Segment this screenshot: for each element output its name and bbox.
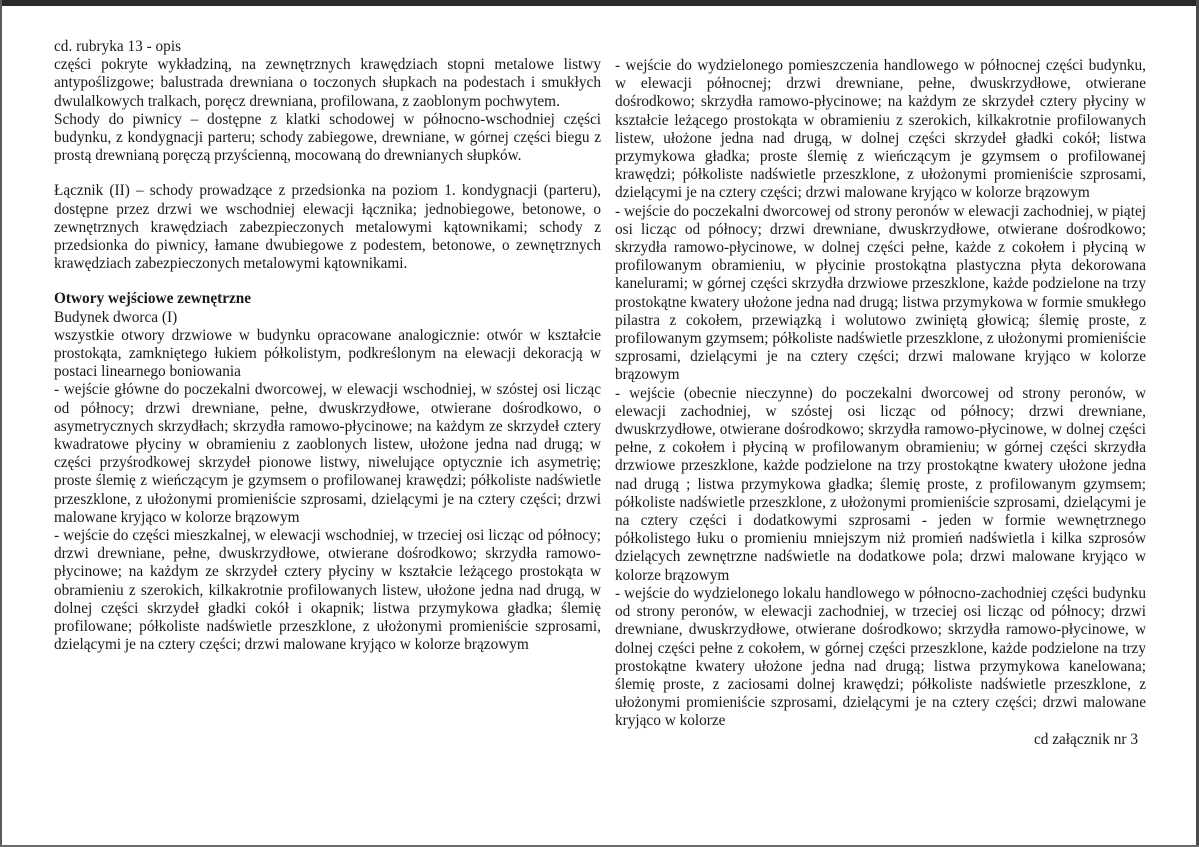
disused-entrance-paragraph: - wejście (obecnie nieczynne) do poczekalni dworcowej od strony peronów, w elewacji zachodniej, w szóstej osi licząc od północy; drzwi drewniane, dwuskrzydłowe, otwierane dośrodkowo; skrzydła ramowo-płycinowe, w dolnej części pełne, z cokołem i płyciną w profilowanym obramieniu; w górnej części skrzydła drzwiowe przeszklone, każde podzielone na trzy prostokątne kwatery ułożone jedna nad drugą ; listwa przymykowa gładka; ślemię proste, z profilowanym gzymsem; półkoliste nadświetle przeszklone, z ułożonymi promieniście szprosami, dzielącymi je na cztery części i dodatkowymi szprosami - jeden w formie wewnętrznego półkolistego łuku o promieniu mniejszym niż promień nadświetla i kilka szprosów dzielących zewnętrzne nadświetle na dodatkowe pola; drzwi malowane kryjąco w kolorze brązowym xyxy=(615,384,1146,584)
scan-border-left xyxy=(0,0,2,847)
residential-entrance-paragraph: - wejście do części mieszkalnej, w elewacji wschodniej, w trzeciej osi licząc od północy; drzwi drewniane, pełne, dwuskrzydłowe, otwierane dośrodkowo; skrzydła ramowo-płycinowe; na każdym ze skrzydeł cztery płyciny w kształcie leżącego prostokąta w obramieniu z szerokich, kilkakrotnie profilowanych listew, ułożone jedna nad drugą, w dolnej części skrzydeł gładki cokół i okapnik; listwa przymykowa gładka; ślemię profilowane; półkoliste nadświetle przeszklone, z ułożonymi promieniście szprosami, dzielącymi je na cztery części; drzwi malowane kryjąco w kolorze brązowym xyxy=(54,527,601,654)
paragraph-gap xyxy=(54,165,601,182)
waiting-room-platform-entrance-paragraph: - wejście do poczekalni dworcowej od strony peronów w elewacji zachodniej, w piątej osi licząc od północy; drzwi drewniane, dwuskrzydłowe, otwierane dośrodkowo; skrzydła ramowo-płycinowe, w dolnej części pełne, każde z cokołem i płyciną w profilowanym obramieniu, w płycinie prostokątna plastyczna płyta dekorowana kanelurami; w górnej części skrzydła drzwiowe przeszklone, każde podzielone na trzy prostokątne kwatery ułożone jedna nad drugą; listwa przymykowa w formie smukłego pilastra z cokołem, przewiązką i wolutowo zwiniętą głowicą; ślemię proste, z profilowanym gzymsem; półkoliste nadświetle przeszklone, z ułożonymi promieniście szprosami, dzielącymi je na cztery części; drzwi malowane kryjąco w kolorze brązowym xyxy=(615,202,1146,384)
retail-unit-entrance-paragraph: - wejście do wydzielonego lokalu handlowego w północno-zachodniej części budynku od strony peronów, w elewacji zachodniej, w trzeciej osi licząc od północy; drzwi drewniane, dwuskrzydłowe, otwierane dośrodkowo; skrzydła ramowo-płycinowe, w dolnej części pełne z cokołem, w górnej części przeszklone, każde podzielone na trzy prostokątne kwatery ułożone jedna nad drugą; listwa przymykowa kanelowana; ślemię proste, z zaciosami dolnej krawędzi; półkoliste nadświetle przeszklone, z ułożonymi promieniście szprosami, dzielącymi je na cztery części; drzwi malowane kryjąco w kolorze xyxy=(615,584,1146,730)
scan-border-top xyxy=(0,0,1199,6)
section-subheading: Budynek dworca (I) xyxy=(54,308,178,326)
basement-stairs-paragraph: Schody do piwnicy – dostępne z klatki schodowej w północno-wschodniej części budynku, z kondygnacji parteru; schody zabiegowe, drewniane, w górnej części biegu z prostą drewnianą poręczą przyścienną, mocowaną do drewnianych słupków. xyxy=(54,110,601,165)
paragraph-gap xyxy=(54,273,601,290)
continuation-note: cd załącznik nr 3 xyxy=(1033,730,1138,748)
section-continuation-header: cd. rubryka 13 - opis xyxy=(54,38,182,55)
section-heading: Otwory wejściowe zewnętrzne xyxy=(54,290,252,308)
retail-room-entrance-paragraph: - wejście do wydzielonego pomieszczenia handlowego w północnej części budynku, w elewacji północnej; drzwi drewniane, pełne, dwuskrzydłowe, otwierane dośrodkowo; skrzydła ramowo-płycinowe; na każdym ze skrzydeł cztery płyciny w kształcie leżącego prostokąta w obramieniu z szerokich, kilkakrotnie profilowanych listew, ułożone jedna nad drugą, w dolnej części skrzydeł gładki cokół; listwa przymykowa gładka; proste ślemię z wieńczącym je gzymsem o profilowanej krawędzi; półkoliste nadświetle przeszklone, z ułożonymi promieniście szprosami, dzielącymi je na cztery części; drzwi malowane kryjąco w kolorze brązowym xyxy=(615,57,1146,202)
left-column xyxy=(54,38,601,655)
connector-stairs-paragraph: Łącznik (II) – schody prowadzące z przedsionka na poziom 1. kondygnacji (parteru), dostępne przez drzwi we wschodniej elewacji łącznika; jednobiegowe, betonowe, o zewnętrznych krawędziach zabezpieczonych metalowymi kątownikami; schody z przedsionka do piwnicy, łamane dwubiegowe z podestem, betonowe, o zewnętrznych krawędziach zabezpieczonych metalowymi kątownikami. xyxy=(54,182,601,273)
right-column xyxy=(615,57,1146,749)
main-entrance-paragraph: - wejście główne do poczekalni dworcowej, w elewacji wschodniej, w szóstej osi licząc od północy; drzwi drewniane, pełne, dwuskrzydłowe, otwierane dośrodkowo, o asymetrycznych skrzydłach; skrzydła ramowo-płycinowe; na każdym ze skrzydeł cztery kwadratowe płyciny w obramieniu z zaoblonych listew, ułożone jedna nad drugą; w części przyśrodkowej skrzydeł pionowe listwy, niwelujące optycznie ich asymetrię; proste ślemię z wieńczącym je gzymsem o profilowanej krawędzi; półkoliste nadświetle przeszklone, z ułożonymi promieniście szprosami, dzielącymi je na cztery części; drzwi malowane kryjąco w kolorze brązowym xyxy=(54,381,601,526)
doors-general-paragraph: wszystkie otwory drzwiowe w budynku opracowane analogicznie: otwór w kształcie prostokąta, zamkniętego łukiem półkolistym, podkreślonym na elewacji dekoracją w postaci linearnego boniowania xyxy=(54,326,601,381)
stairs-railing-paragraph: części pokryte wykładziną, na zewnętrznych krawędziach stopni metalowe listwy antypoślizgowe; balustrada drewniana o toczonych słupkach na podestach i smukłych dwulalkowych tralkach, poręcz drewniana, profilowana, z zaoblonym pochwytem. xyxy=(54,56,601,110)
